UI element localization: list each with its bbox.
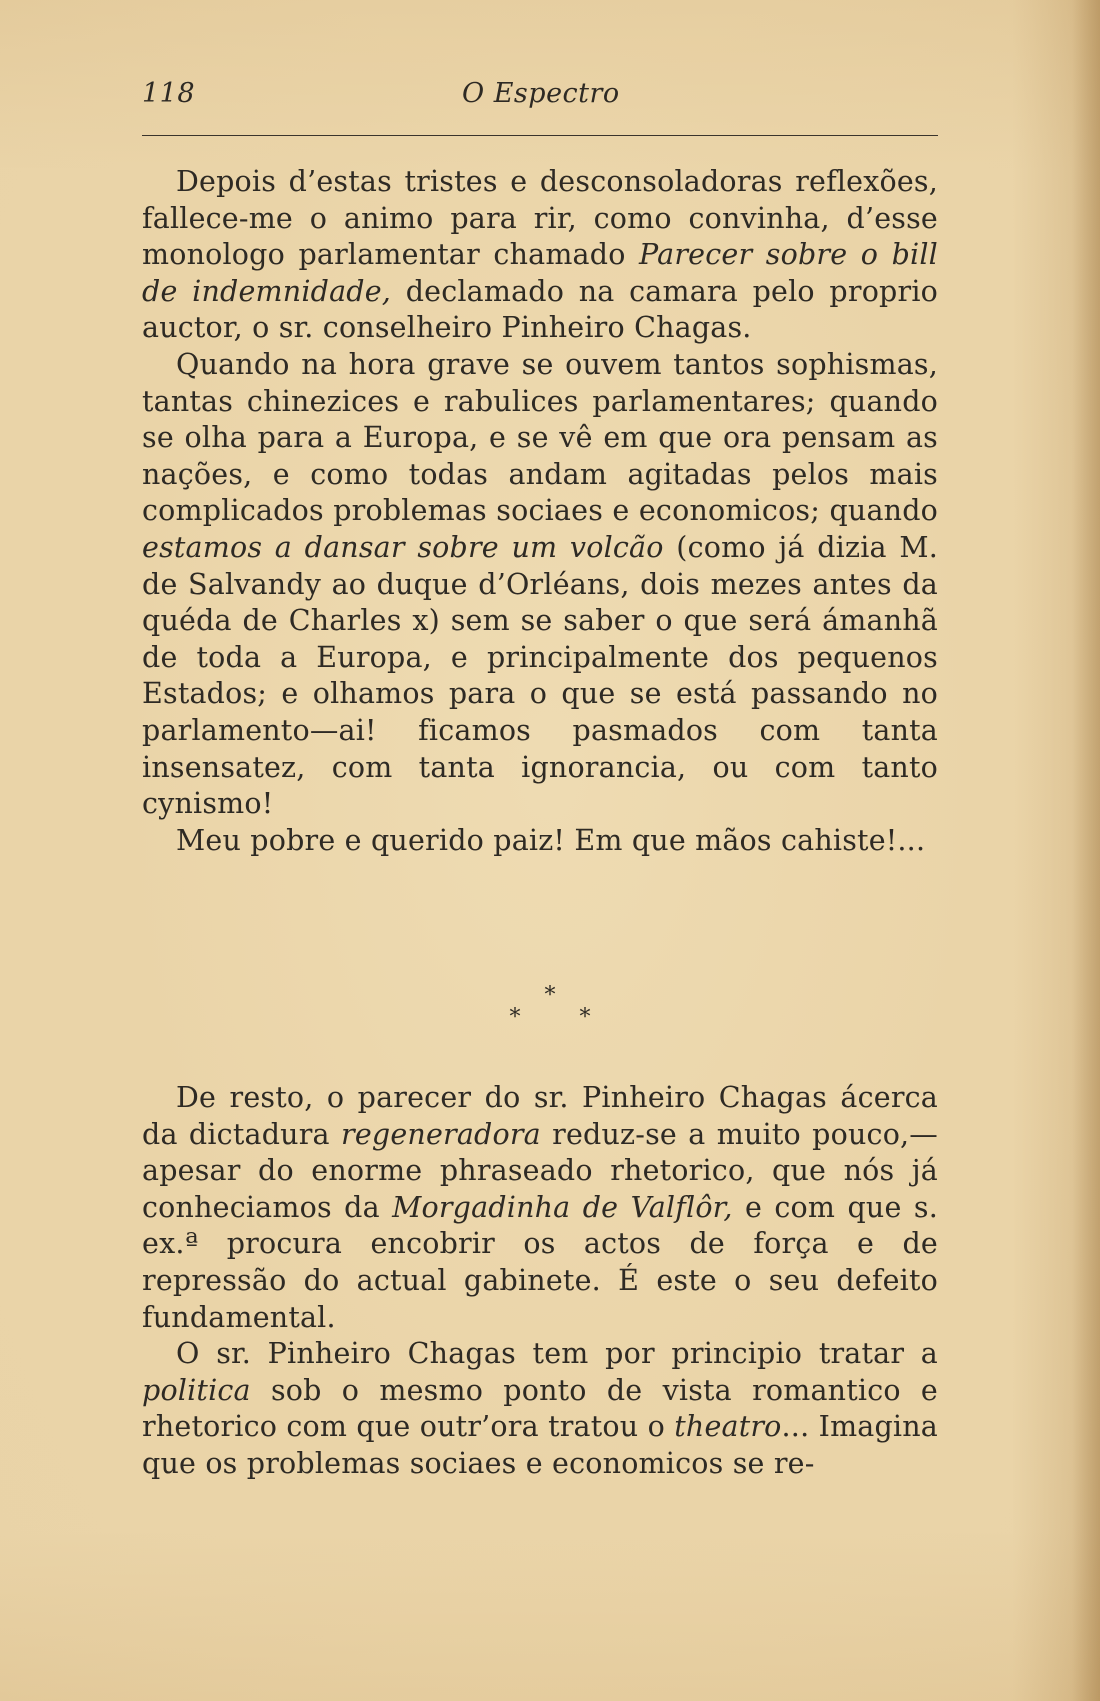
page-number: 118 — [142, 78, 196, 109]
paragraph — [142, 164, 938, 347]
paragraph-text: ... Imagina que os problemas sociaes e economicos se re- — [142, 1410, 938, 1480]
running-header — [142, 78, 938, 118]
paragraph-text: reduz-se a muito pouco,—apesar do enorme phraseado rhetorico, que nós já conheciamos da — [142, 1117, 939, 1224]
text-section-2 — [142, 1080, 938, 1483]
paragraph — [142, 347, 938, 823]
italic-phrase: estamos a dansar sobre um volcão — [142, 530, 664, 564]
paragraph-text: (como já dizia M. de Salvandy ao duque d’Orléans, dois mezes antes da quéda de Charles x) sem se saber o que será ámanhã de toda a Europa, e principalmente dos pequenos Estados; e olhamos para o que se está passando no parlamento—ai! ficamos pasmados com tanta insensatez, com tanta ignorancia, ou com tanto cynismo! — [142, 530, 939, 821]
asterism-top: * — [544, 983, 556, 1008]
paragraph-text: De resto, o parecer do sr. Pinheiro Chagas ácerca da dictadura — [142, 1081, 938, 1151]
paragraph — [142, 1336, 938, 1482]
paragraph-text: Depois d’estas tristes e desconsoladoras reflexões, fallece-me o animo para rir, como convinha, d’esse monologo parlamentar chamado — [142, 165, 938, 272]
paragraph-text: O sr. Pinheiro Chagas tem por principio tratar a — [176, 1337, 938, 1371]
italic-word: regeneradora — [341, 1117, 541, 1151]
paragraph-text: declamado na camara pelo proprio auctor, o sr. conselheiro Pinheiro Chagas. — [142, 274, 938, 345]
italic-word: theatro — [674, 1410, 782, 1444]
paragraph — [142, 1080, 938, 1336]
paragraph-text: Quando na hora grave se ouvem tantos sophismas, tantas chinezices e rabulices parlamentares; quando se olha para a Europa, e se vê em que ora pensam as nações, e como todas andam agitadas pelos mais complicados problemas sociaes e economicos; quando — [142, 347, 938, 528]
paragraph-text: sob o mesmo ponto de vista romantico e rhetorico com que outr’ora tratou o — [142, 1373, 938, 1444]
italic-title: Morgadinha de Valflôr, — [392, 1190, 733, 1224]
text-section-1 — [142, 164, 938, 859]
asterism-bottom: * * — [509, 1005, 617, 1030]
running-title: O Espectro — [462, 78, 620, 109]
italic-word: politica — [142, 1373, 251, 1407]
page-edge-shadow — [1072, 0, 1100, 1701]
asterism-divider — [0, 985, 1100, 1029]
header-rule — [142, 135, 938, 136]
paragraph-text: e com que s. ex.ª procura encobrir os actos de força e de repressão do actual gabinete. É este o seu defeito fundamental. — [142, 1190, 938, 1334]
paragraph: Meu pobre e querido paiz! Em que mãos cahiste!... — [176, 823, 926, 857]
italic-title: Parecer sobre o bill de indemnidade, — [142, 238, 938, 308]
